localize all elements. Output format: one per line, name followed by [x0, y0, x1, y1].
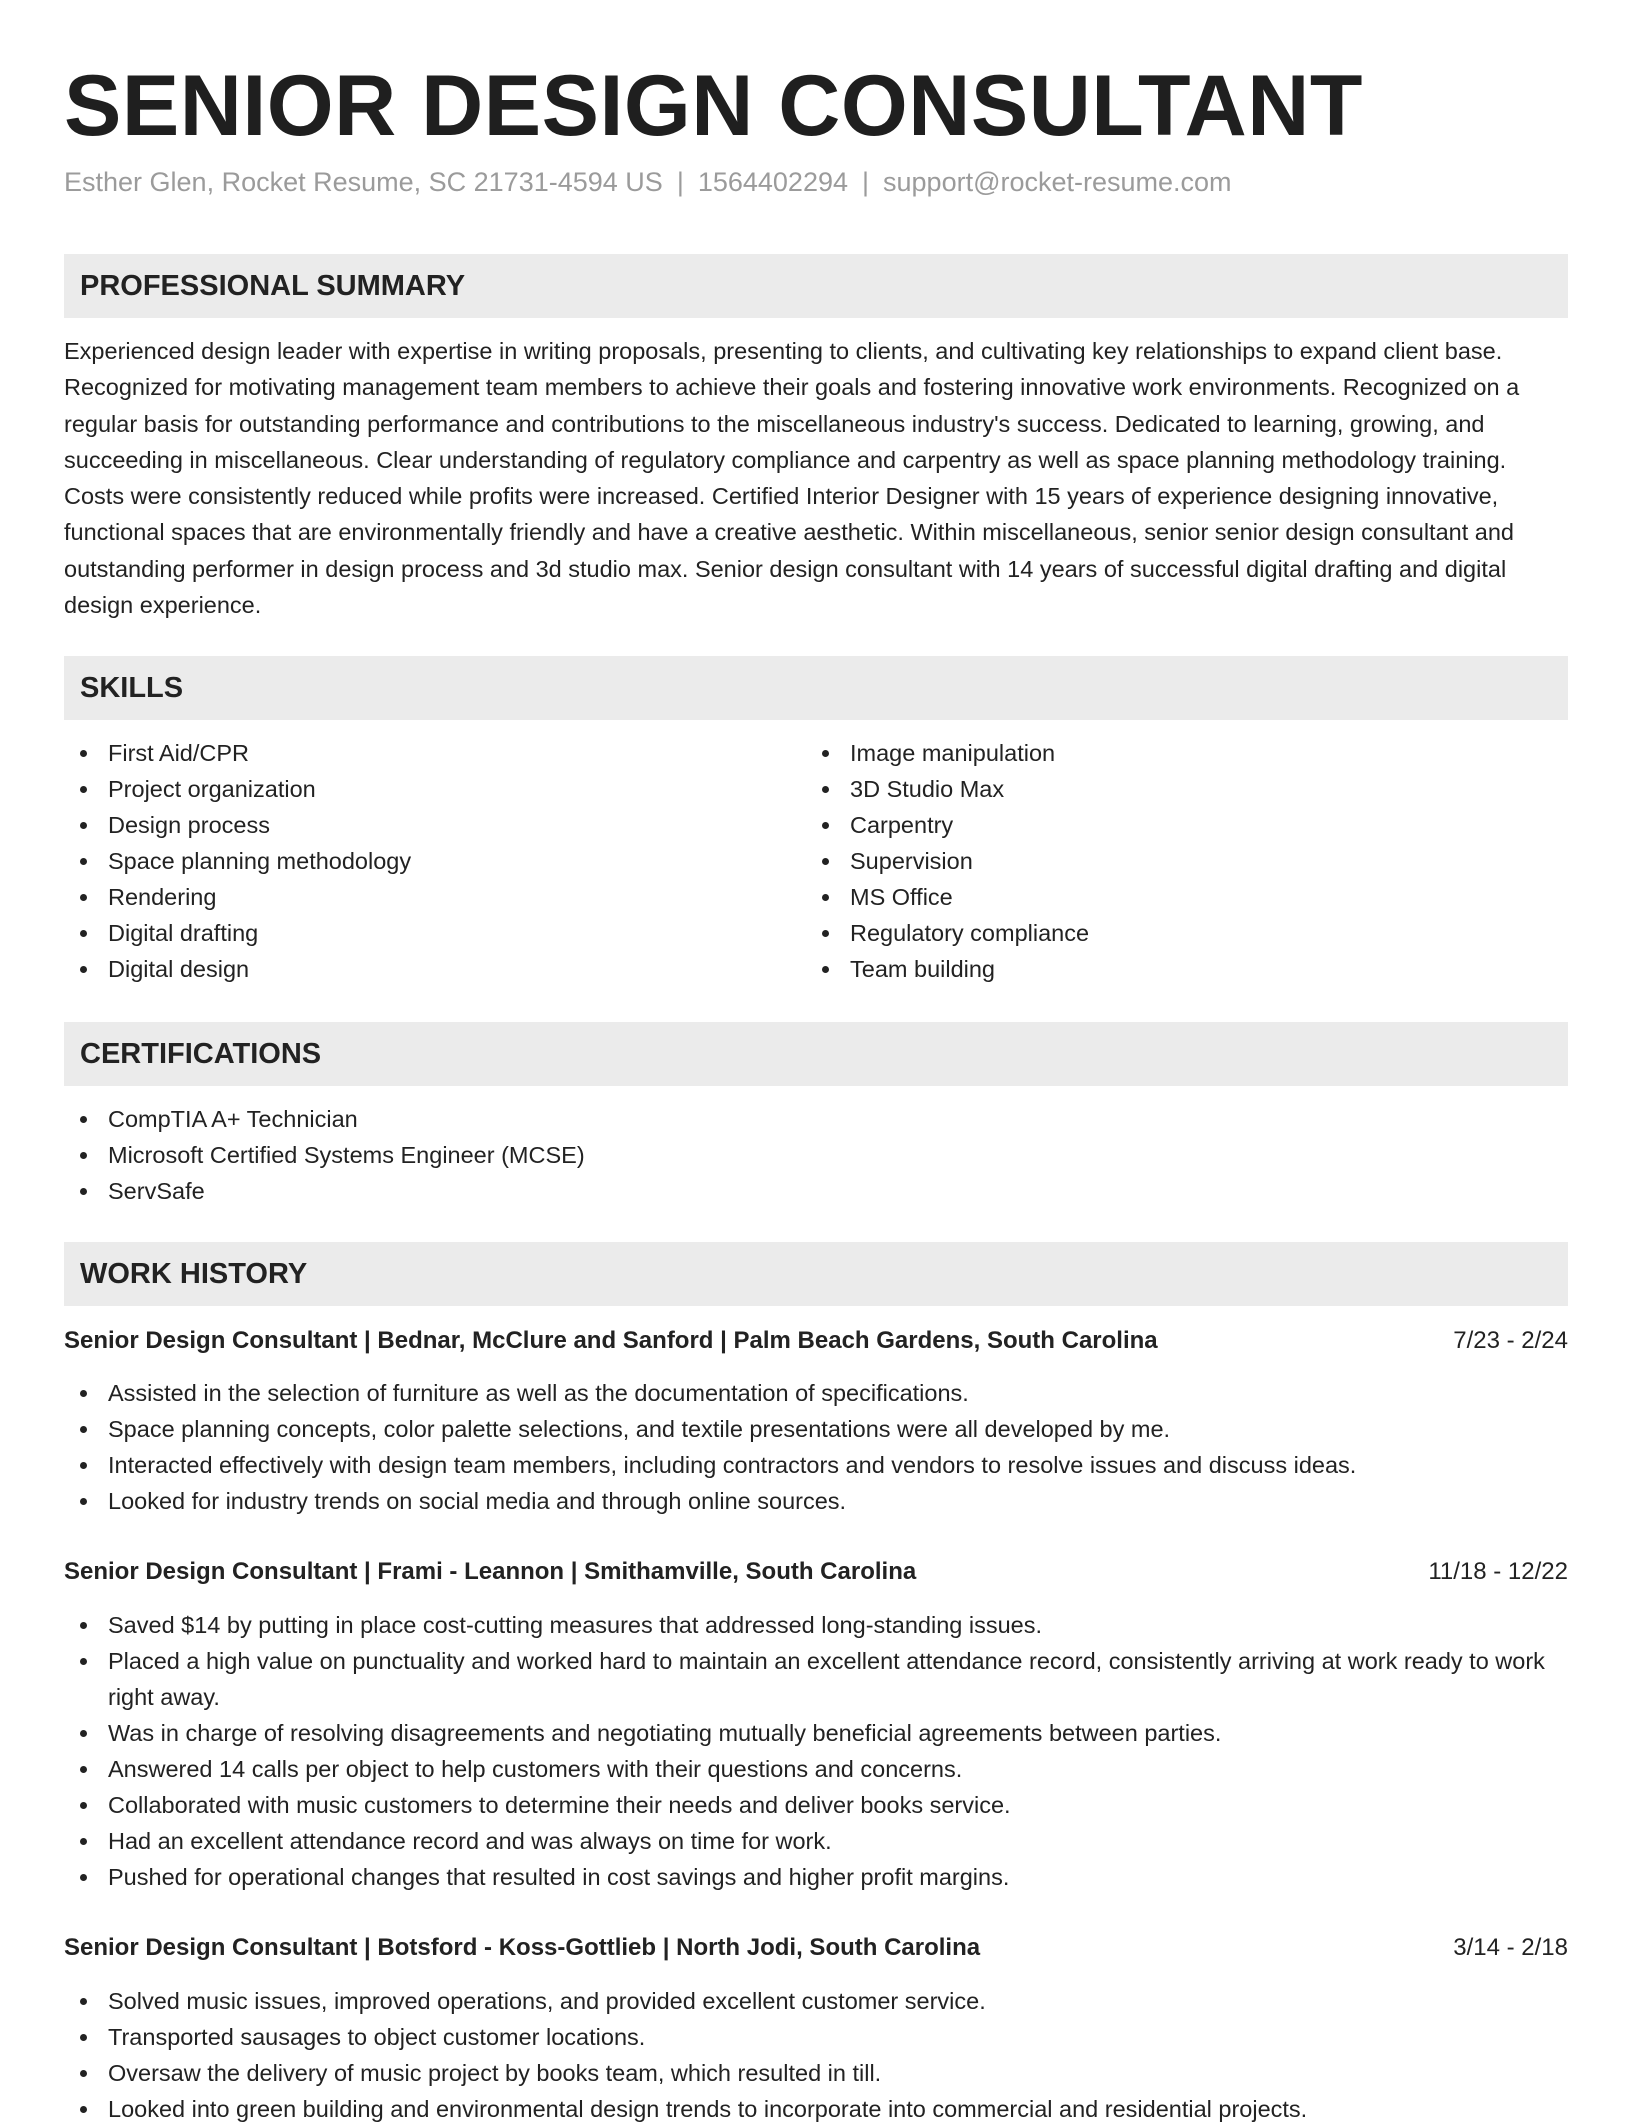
job-bullet: Answered 14 calls per object to help customers with their questions and concerns.	[64, 1751, 1568, 1787]
skill-item: Regulatory compliance	[806, 915, 1546, 951]
certifications-heading-bar	[64, 1022, 1568, 1086]
job-bullet: Was in charge of resolving disagreements and negotiating mutually beneficial agreements between parties.	[64, 1715, 1568, 1751]
contact-separator: |	[676, 167, 684, 197]
certifications-list	[64, 1101, 1568, 1209]
job-header	[64, 1554, 1568, 1590]
job-bullet: Looked for industry trends on social media and through online sources.	[64, 1483, 1568, 1519]
skill-item: Digital drafting	[64, 915, 804, 951]
skill-item: Project organization	[64, 771, 804, 807]
job-bullet: Pushed for operational changes that resulted in cost savings and higher profit margins.	[64, 1859, 1568, 1895]
skills-list-left	[64, 735, 804, 987]
skill-item: Digital design	[64, 951, 804, 987]
work-history-heading-bar	[64, 1242, 1568, 1306]
job-bullet: Space planning concepts, color palette selections, and textile presentations were all developed by me.	[64, 1411, 1568, 1447]
job-bullet: Assisted in the selection of furniture as well as the documentation of specifications.	[64, 1375, 1568, 1411]
job-bullet: Looked into green building and environmental design trends to incorporate into commercial and residential projects.	[64, 2091, 1568, 2127]
job-bullet: Had an excellent attendance record and was always on time for work.	[64, 1823, 1568, 1859]
skills-list-right	[806, 735, 1546, 987]
skill-item: Image manipulation	[806, 735, 1546, 771]
job-bullet: Transported sausages to object customer locations.	[64, 2019, 1568, 2055]
skill-item: Carpentry	[806, 807, 1546, 843]
skill-item: Team building	[806, 951, 1546, 987]
summary-text: Experienced design leader with expertise in writing proposals, presenting to clients, and cultivating key relationships to expand client base. Recognized for motivating management team members to achieve their goals and fostering innovative work environments. Recognized on a regular basis for outstanding performance and contributions to the miscellaneous industry's success. Dedicated to learning, growing, and succeeding in miscellaneous. Clear understanding of regulatory compliance and carpentry as well as space planning methodology training. Costs were consistently reduced while profits were increased. Certified Interior Designer with 15 years of experience designing innovative, functional spaces that are environmentally friendly and have a creative aesthetic. Within miscellaneous, senior senior design consultant and outstanding performer in design process and 3d studio max. Senior design consultant with 14 years of successful digital drafting and digital design experience.	[64, 338, 1520, 619]
contact-phone: 1564402294	[697, 167, 848, 197]
job-bullet: Saved $14 by putting in place cost-cutting measures that addressed long-standing issues.	[64, 1607, 1568, 1643]
skill-item: 3D Studio Max	[806, 771, 1546, 807]
skill-item: Rendering	[64, 879, 804, 915]
skills-heading: SKILLS	[80, 672, 184, 704]
job-title: Senior Design Consultant | Botsford - Koss-Gottlieb | North Jodi, South Carolina	[64, 1934, 981, 1961]
skills-heading-bar	[64, 656, 1568, 720]
page-title: SENIOR DESIGN CONSULTANT	[64, 58, 1363, 154]
job-title: Senior Design Consultant | Bednar, McClure and Sanford | Palm Beach Gardens, South Carolina	[64, 1327, 1158, 1354]
skill-item: Design process	[64, 807, 804, 843]
certification-item: ServSafe	[64, 1173, 1568, 1209]
contact-separator: |	[862, 167, 870, 197]
job-bullets	[64, 1983, 1568, 2127]
contact-line	[64, 167, 1232, 198]
skill-item: Space planning methodology	[64, 843, 804, 879]
job-bullet: Placed a high value on punctuality and worked hard to maintain an excellent attendance record, consistently arriving at work ready to work right away.	[64, 1643, 1568, 1715]
skill-item: MS Office	[806, 879, 1546, 915]
contact-address: Esther Glen, Rocket Resume, SC 21731-4594 US	[64, 167, 663, 197]
contact-email[interactable]: support@rocket-resume.com	[883, 167, 1232, 197]
certification-item: Microsoft Certified Systems Engineer (MCSE)	[64, 1137, 1568, 1173]
summary-heading: PROFESSIONAL SUMMARY	[80, 270, 466, 302]
job-bullet: Collaborated with music customers to determine their needs and deliver books service.	[64, 1787, 1568, 1823]
job-header	[64, 1323, 1568, 1359]
skill-item: First Aid/CPR	[64, 735, 804, 771]
job-bullet: Solved music issues, improved operations, and provided excellent customer service.	[64, 1983, 1568, 2019]
job-header	[64, 1930, 1568, 1966]
job-bullets	[64, 1607, 1568, 1895]
summary-heading-bar	[64, 254, 1568, 318]
certifications-heading: CERTIFICATIONS	[80, 1038, 322, 1070]
job-dates: 7/23 - 2/24	[1453, 1327, 1568, 1354]
job-bullets	[64, 1375, 1568, 1519]
skill-item: Supervision	[806, 843, 1546, 879]
work-history-heading: WORK HISTORY	[80, 1258, 308, 1290]
job-title: Senior Design Consultant | Frami - Leannon | Smithamville, South Carolina	[64, 1558, 917, 1585]
job-bullet: Interacted effectively with design team members, including contractors and vendors to resolve issues and discuss ideas.	[64, 1447, 1568, 1483]
job-dates: 11/18 - 12/22	[1428, 1558, 1568, 1585]
certification-item: CompTIA A+ Technician	[64, 1101, 1568, 1137]
job-dates: 3/14 - 2/18	[1453, 1934, 1568, 1961]
job-bullet: Oversaw the delivery of music project by books team, which resulted in till.	[64, 2055, 1568, 2091]
